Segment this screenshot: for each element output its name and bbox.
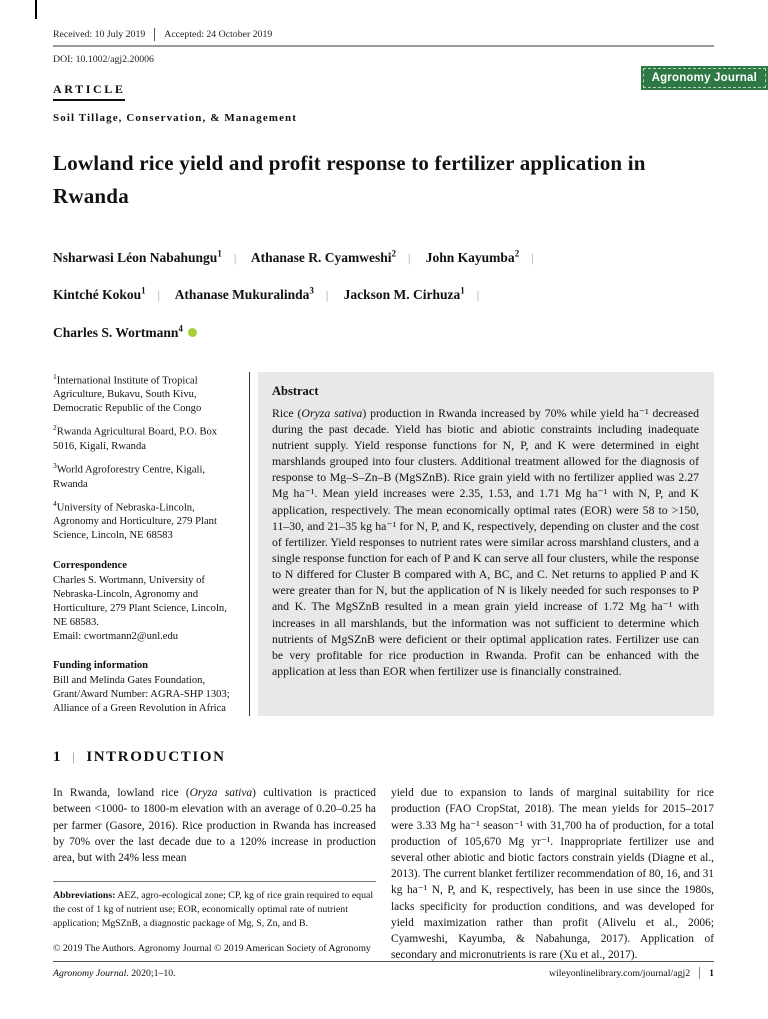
- doi: DOI: 10.1002/agj2.20006: [53, 54, 154, 65]
- footer-divider: [699, 967, 700, 979]
- affiliation-item: $^2$Rwanda Agricultural Board, P.O. Box 5016, Kigali, Rwanda: [53, 423, 218, 452]
- article-type-label: ARTICLE: [53, 82, 125, 101]
- intro-paragraph-left: In Rwanda, lowland rice (Oryza sativa) cultivation is practiced between <1000- to 1800-m elevation with an average of 0.20–0.25 ha per farmer (Gasore, 2016). Rice production in Rwanda has increased by 70% over the last decade due to a 120% increase in production area, but with 24% less mean: [53, 787, 376, 865]
- received-accepted-row: [53, 0, 714, 41]
- subject-category: Soil Tillage, Conservation, & Management: [53, 112, 298, 124]
- author-name: John Kayumba$^2$ |: [426, 250, 546, 265]
- section-number: 1: [53, 749, 63, 766]
- page-number: 1: [709, 967, 714, 979]
- journal-badge: Agronomy Journal: [641, 66, 768, 90]
- footnote-block: [53, 881, 376, 956]
- affiliations-list: [53, 372, 240, 544]
- authors-line-3: [53, 312, 714, 349]
- correspondence-email[interactable]: Email: cwortmann2@unl.edu: [53, 630, 179, 642]
- author-name: Athanase Mukuralinda$^3$ |: [175, 287, 341, 302]
- orcid-icon[interactable]: [188, 328, 197, 337]
- authors-line-1: [53, 237, 714, 275]
- page-content: [53, 0, 714, 963]
- received-date: Received: 10 July 2019: [53, 29, 146, 40]
- abstract-text: Rice (Oryza sativa) production in Rwanda increased by 70% while yield ha⁻¹ decreased during the past decade. Yield has biotic and abiotic constraints including inadequate nutrient supply. Yield response functions for N, P, and K were determined in eight marshlands grouped into four clusters. Additional treatment allowed for the diagnosis of response to Mg–S–Zn–B (MgSZnB). Rice grain yield with no fertilizer applied was 2.27 Mg ha⁻¹. Mean yield increases were 2.35, 1.53, and 1.71 Mg ha⁻¹ with N, P, and K application, respectively. The mean economically optimal rates (EOR) were 58 to >150, 11–30, and 21–35 kg ha⁻¹ for N, P, and K, respectively, depending on cluster and the cost of fertilizer. Yield responses to nutrient rates were similar across marshland clusters, and a single response function for each of P and K can serve all four clusters, while the response to N differed for Cluster B compared with A, BC, and C. Net returns to applied P and K were greater than for N, but the application of N is likely needed for such responses to P and K. The MgSZnB resulted in a mean grain yield increase of 1.72 Mg ha⁻¹ with increases in all marshlands, but the information was not sufficient to determine which nutrients of MgSZnB were deficient or their optimal application rates. Fertilizer use can be very profitable for rice production in Rwanda. Profit can be enhanced with the application at less than EOR when fertilizer use is financially constrained.: [272, 405, 700, 679]
- section-heading: [53, 749, 714, 766]
- meta-abstract-row: [53, 372, 714, 717]
- page-footer: [53, 961, 714, 979]
- author-name: Nsharwasi Léon Nabahungu$^1$ |: [53, 250, 248, 265]
- copyright-line: © 2019 The Authors. Agronomy Journal © 2019 American Society of Agronomy: [53, 942, 371, 954]
- intro-paragraph-right: yield due to expansion to lands of marginal suitability for rice production (FAO CropStat, 2018). The mean yields for 2015–2017 were 3.33 Mg ha⁻¹ season⁻¹ with 31,700 ha of production, for a total production of 105,670 Mg yr⁻¹. Inappropriate fertilizer use and several other abiotic and biotic factors constrain yields (Diagne et al., 2013). The current blanket fertilizer recommendation of 80, 16, and 31 kg ha⁻¹ N, P, and K, respectively, has been in use since the 1980s, lacks specificity for production conditions, and was developed for yield maximization rather than profit (Alivelu et al., 2006; Cyamweshi, Kayumba, & Nabahunga, 2017). Application of secondary and micronutrients is rare (Xu et al., 2017).: [391, 787, 714, 962]
- funding-text: Bill and Melinda Gates Foundation, Grant/Award Number: AGRA-SHP 1303; Alliance of a Green Revolution in Africa: [53, 675, 230, 715]
- introduction-section: [53, 749, 714, 963]
- author-name: Kintché Kokou$^1$ |: [53, 287, 172, 302]
- funding-heading: Funding information: [53, 659, 149, 671]
- affiliation-item: $^1$International Institute of Tropical Agriculture, Bukavu, South Kivu, Democratic Republic of the Congo: [53, 371, 202, 415]
- column-divider-rule: [249, 372, 250, 717]
- author-name: Charles S. Wortmann$^4$: [53, 325, 197, 340]
- affiliation-item: $^3$World Agroforestry Centre, Kigali, Rwanda: [53, 461, 206, 490]
- authors-block: [53, 237, 714, 349]
- section-separator: |: [72, 749, 77, 765]
- abbreviations-footnote: Abbreviations: AEZ, agro-ecological zone; CP, kg of rice grain required to equal the cost of 1 kg of nutrient use; EOR, economically optimal rate of nutrient application; MgSZnB, a diagnostic package of Mg, S, Zn, and B.: [53, 890, 374, 930]
- species-name-italic: Oryza sativa: [189, 787, 253, 800]
- correspondence-heading: Correspondence: [53, 559, 127, 571]
- author-name: Athanase R. Cyamweshi$^2$ |: [251, 250, 423, 265]
- footnote-rule: [53, 881, 376, 882]
- abstract-box: [258, 372, 714, 717]
- accepted-date: Accepted: 24 October 2019: [164, 29, 273, 40]
- header-rule: [53, 45, 714, 47]
- footer-citation: Agronomy Journal. 2020;1–10.: [53, 967, 176, 979]
- body-columns: [53, 785, 714, 963]
- author-name: Jackson M. Cirhuza$^1$ |: [344, 287, 492, 302]
- affiliation-item: $^4$University of Nebraska-Lincoln, Agronomy and Horticulture, 279 Plant Science, Lincoln, NE 68583: [53, 498, 217, 542]
- received-accepted-divider: [154, 28, 155, 41]
- body-column-left: [53, 785, 376, 963]
- abstract-heading: Abstract: [272, 383, 319, 398]
- crop-mark: [35, 0, 37, 19]
- authors-line-2: [53, 275, 714, 313]
- footer-right: [549, 967, 714, 979]
- section-title: INTRODUCTION: [86, 749, 226, 766]
- paper-title: Lowland rice yield and profit response to fertilizer application in Rwanda: [53, 151, 646, 208]
- footer-journal-url[interactable]: wileyonlinelibrary.com/journal/agj2: [548, 967, 691, 979]
- body-column-right: [391, 785, 714, 963]
- species-name-italic: Oryza sativa: [301, 405, 363, 420]
- correspondence-text: Charles S. Wortmann, University of Nebraska-Lincoln, Agronomy and Horticulture, 279 Plant Science, Lincoln, NE 68583.: [53, 574, 227, 628]
- sidebar-meta: [53, 372, 249, 717]
